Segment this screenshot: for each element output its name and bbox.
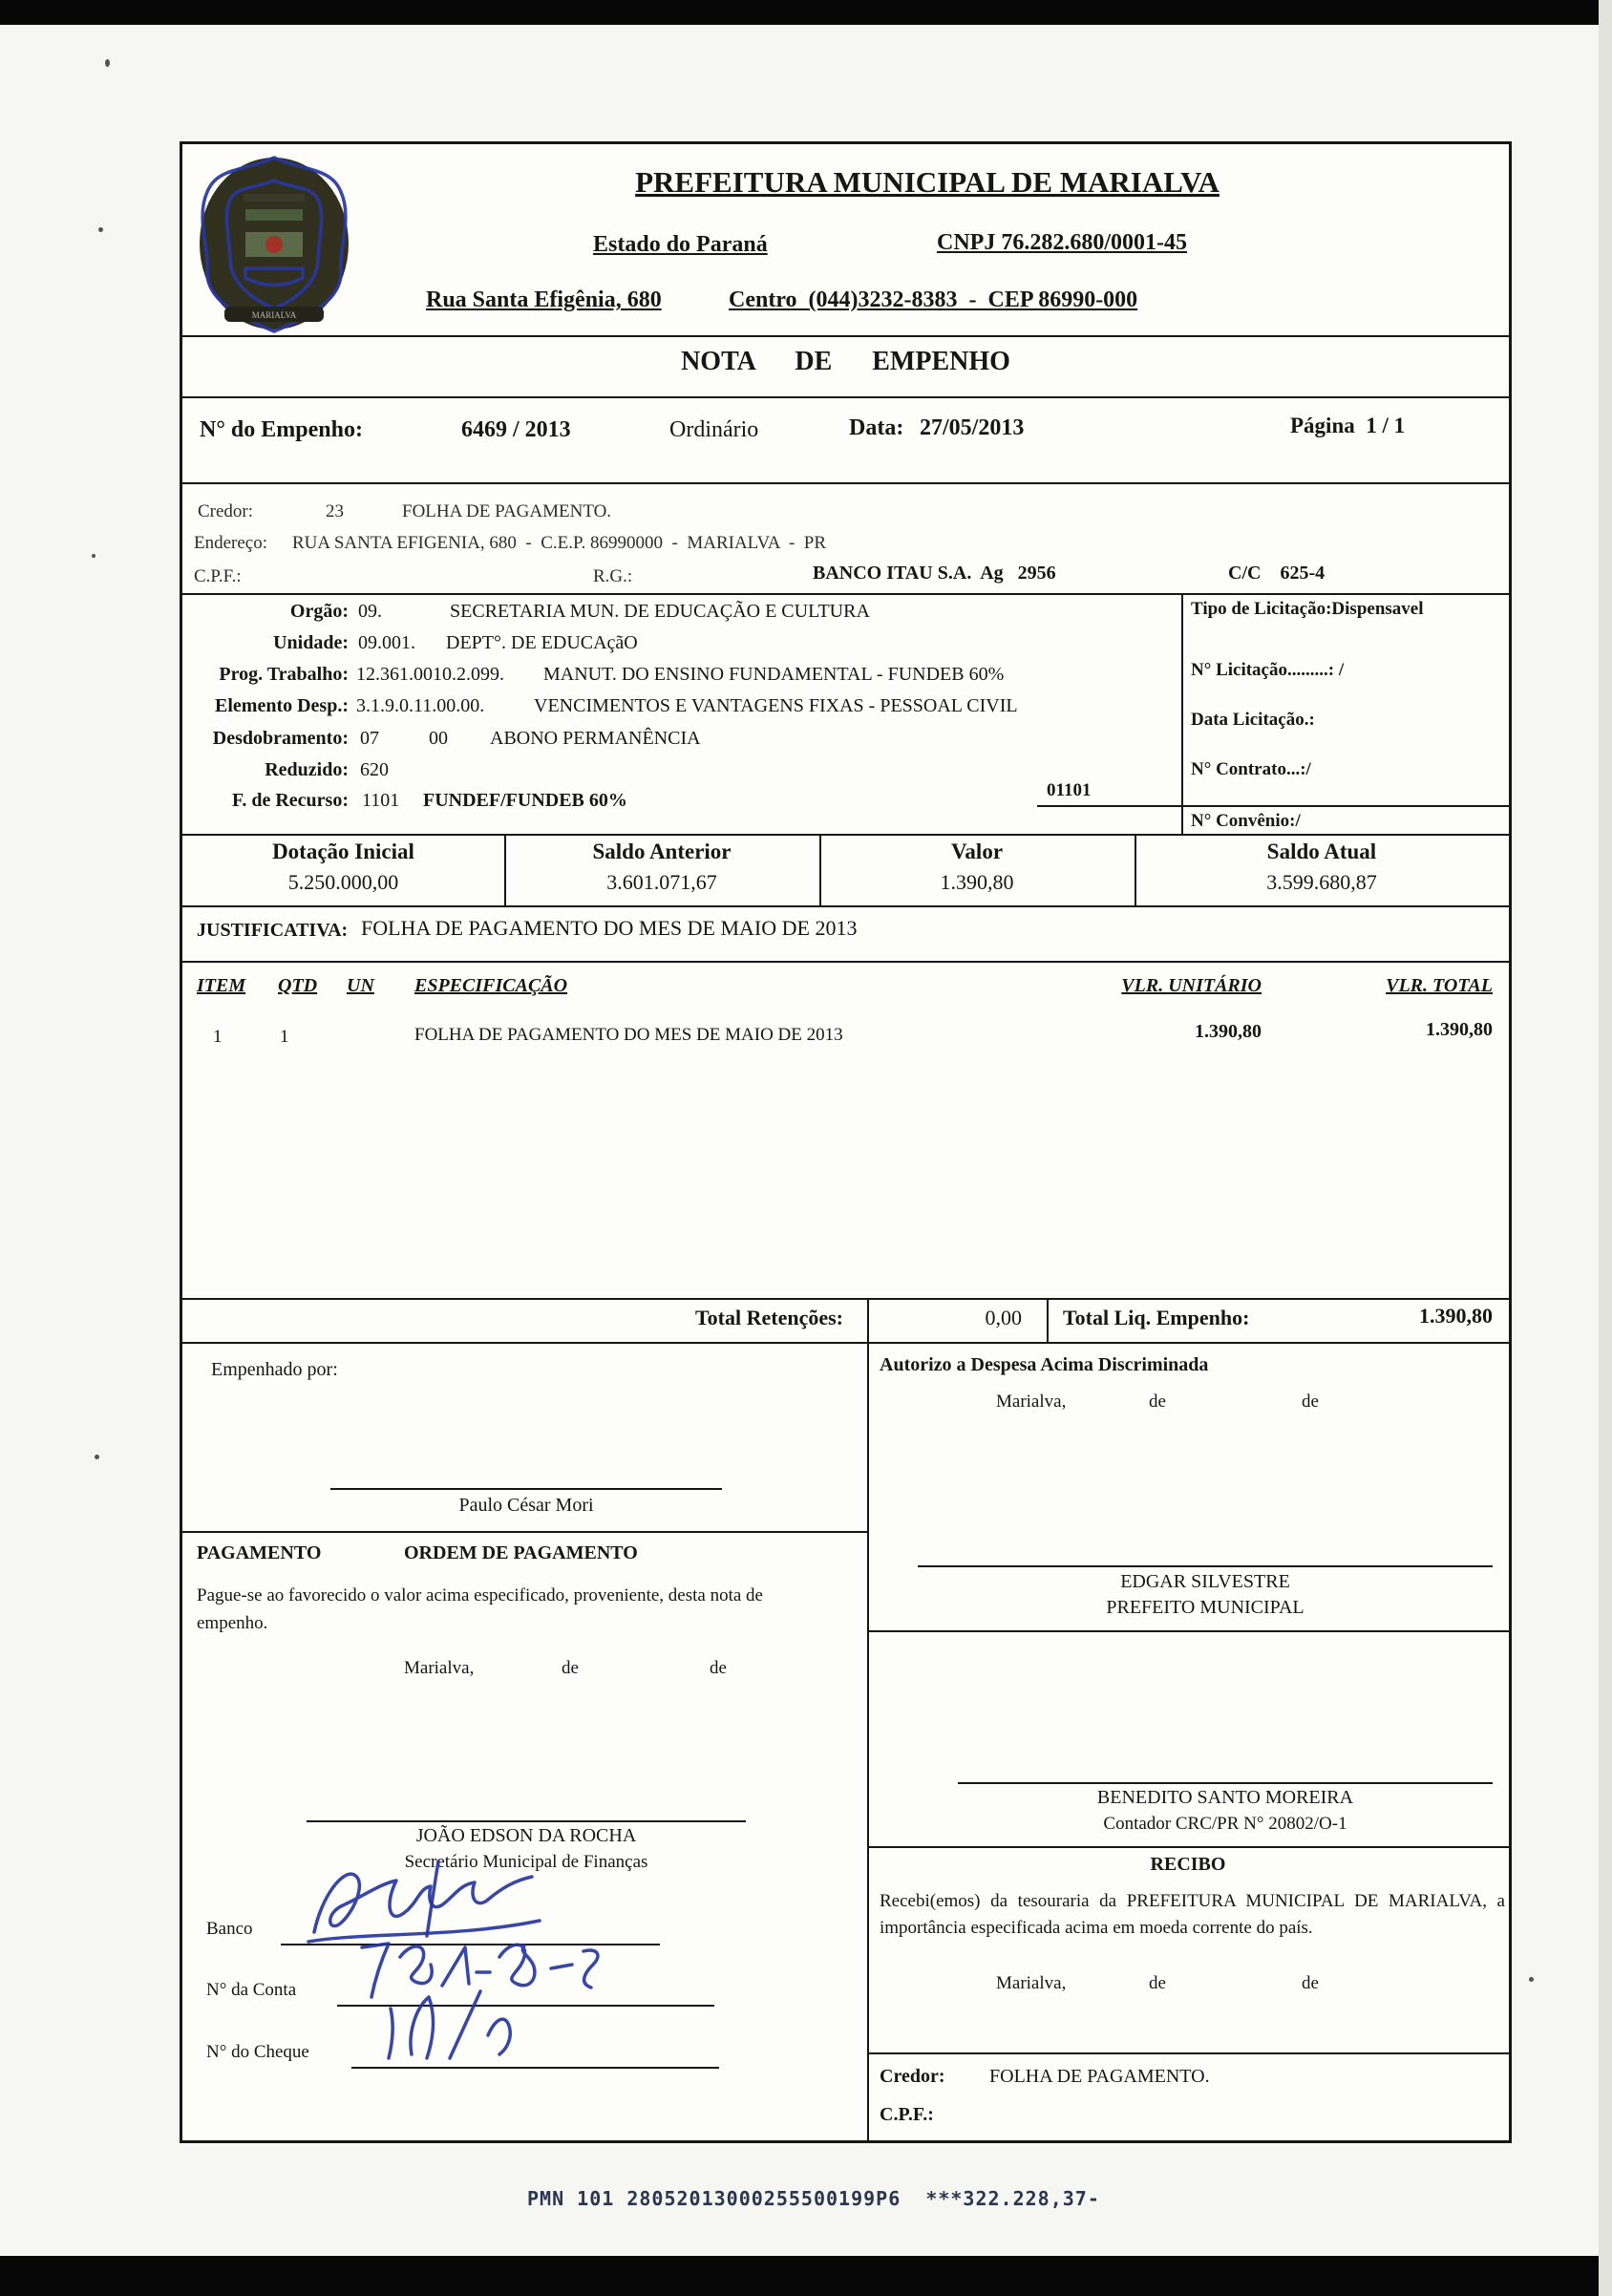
item-row-item: 1 <box>213 1027 223 1047</box>
elemento-desp-codigo: 3.1.9.0.11.00.00. <box>356 695 485 716</box>
items-header-especificacao: ESPECIFICAÇÃO <box>414 975 568 996</box>
divider-licitacao <box>1181 595 1183 834</box>
header-endereco: Rua Santa Efigênia, 680 <box>426 287 662 312</box>
recibo-title: RECIBO <box>1150 1854 1226 1875</box>
licitacao-tipo: Tipo de Licitação:Dispensavel <box>1191 599 1424 619</box>
empenho-numero-label: N° do Empenho: <box>200 417 363 442</box>
total-retencoes-label: Total Retenções: <box>695 1306 843 1329</box>
empenho-tipo: Ordinário <box>669 417 759 442</box>
de-dir-3: de <box>1149 1973 1166 1993</box>
recibo-cpf-label: C.P.F.: <box>880 2104 934 2125</box>
credor-codigo: 23 <box>326 501 344 521</box>
desdobramento-desc: ABONO PERMANÊNCIA <box>490 728 701 749</box>
reduzido-codigo: 620 <box>360 759 389 780</box>
licitacao-numero: N° Licitação.........: / <box>1191 660 1345 680</box>
credor-cc: C/C 625-4 <box>1228 563 1326 584</box>
credor-endereco: RUA SANTA EFIGENIA, 680 - C.E.P. 86990000 - MARIALVA - PR <box>292 533 827 553</box>
scan-artifact-bottom-bar <box>0 2256 1612 2296</box>
divider <box>182 905 1509 907</box>
recibo-credor-nome: FOLHA DE PAGAMENTO. <box>989 2066 1210 2087</box>
divider <box>867 2052 1509 2054</box>
scan-artifact-top-bar <box>0 0 1612 25</box>
orgao-codigo: 09. <box>358 601 382 622</box>
item-row-vlr-unitario: 1.390,80 <box>1195 1021 1262 1042</box>
saldo-anterior-header: Saldo Anterior <box>592 840 732 863</box>
licitacao-data: Data Licitação.: <box>1191 710 1315 730</box>
signature-line-secretario <box>307 1820 746 1822</box>
dotacao-inicial-header: Dotação Inicial <box>272 840 414 863</box>
desdobramento-label: Desdobramento: <box>212 728 349 749</box>
prefeito-cargo: PREFEITO MUNICIPAL <box>1106 1597 1304 1618</box>
divider <box>867 1846 1509 1848</box>
credor-cpf-label: C.P.F.: <box>194 566 242 586</box>
divider <box>182 335 1509 337</box>
scan-speck <box>98 227 103 232</box>
scan-speck <box>1529 1977 1534 1982</box>
header-estado: Estado do Paraná <box>593 232 768 257</box>
divider-columns <box>867 1342 869 2140</box>
numero-conta-label: N° da Conta <box>206 1980 297 2000</box>
desdobramento-codigo: 07 <box>360 728 379 749</box>
contrato-numero: N° Contrato...:/ <box>1191 759 1311 779</box>
de-dir-4: de <box>1302 1973 1319 1993</box>
de-dir-2: de <box>1302 1392 1319 1412</box>
fonte-recurso-desc: FUNDEF/FUNDEB 60% <box>423 790 627 811</box>
header-endereco2: Centro (044)3232-8383 - CEP 86990-000 <box>729 287 1138 312</box>
credor-rg-label: R.G.: <box>593 566 633 586</box>
empenhado-por-nome: Paulo César Mori <box>458 1495 594 1516</box>
secretario-nome: JOÃO EDSON DA ROCHA <box>415 1825 637 1846</box>
total-liq-label: Total Liq. Empenho: <box>1063 1306 1250 1329</box>
divider <box>182 1531 867 1533</box>
valor-value: 1.390,80 <box>940 870 1014 894</box>
header-cnpj: CNPJ 76.282.680/0001-45 <box>937 230 1187 255</box>
de-dir-1: de <box>1149 1392 1166 1412</box>
total-retencoes-value: 0,00 <box>985 1306 1022 1329</box>
orgao-desc: SECRETARIA MUN. DE EDUCAÇÃO E CULTURA <box>450 601 870 622</box>
empenho-data: 27/05/2013 <box>920 415 1025 440</box>
items-header-vlr-unitario: VLR. UNITÁRIO <box>1121 975 1262 996</box>
valor-header: Valor <box>950 840 1004 863</box>
unidade-label: Unidade: <box>273 632 349 653</box>
prog-trabalho-codigo: 12.361.0010.2.099. <box>356 664 504 685</box>
empenho-data-label: Data: <box>849 415 904 440</box>
fonte-recurso-codigo: 1101 <box>362 790 400 811</box>
credor-nome: FOLHA DE PAGAMENTO. <box>402 501 612 521</box>
handwritten-cheque-number <box>366 1980 528 2068</box>
header-title: PREFEITURA MUNICIPAL DE MARIALVA <box>635 165 1220 199</box>
total-liq-value: 1.390,80 <box>1419 1304 1493 1328</box>
elemento-desp-label: Elemento Desp.: <box>215 695 349 716</box>
autorizo-texto: Autorizo a Despesa Acima Discriminada <box>880 1354 1209 1375</box>
item-row-vlr-total: 1.390,80 <box>1426 1019 1493 1040</box>
empenho-numero: 6469 / 2013 <box>461 417 571 442</box>
divider <box>182 1298 1509 1300</box>
items-header-vlr-total: VLR. TOTAL <box>1386 975 1493 996</box>
cidade-data-dir-1: Marialva, <box>996 1392 1067 1412</box>
scan-speck <box>95 1455 99 1459</box>
signature-line-contador <box>958 1782 1493 1784</box>
justificativa-texto: FOLHA DE PAGAMENTO DO MES DE MAIO DE 2013 <box>361 916 858 940</box>
empenho-pagina: Página 1 / 1 <box>1290 414 1406 437</box>
divider <box>182 834 1509 836</box>
justificativa-label: JUSTIFICATIVA: <box>197 920 349 941</box>
credor-banco: BANCO ITAU S.A. Ag 2956 <box>813 563 1056 584</box>
de-esq-1: de <box>562 1658 579 1678</box>
recibo-texto: Recebi(emos) da tesouraria da PREFEITURA MUNICIPAL DE MARIALVA, a importância especificada acima em moeda corrente do país. <box>880 1891 1505 1938</box>
prog-trabalho-desc: MANUT. DO ENSINO FUNDAMENTAL - FUNDEB 60% <box>543 664 1005 685</box>
numero-cheque-label: N° do Cheque <box>206 2042 309 2062</box>
dotacao-inicial-value: 5.250.000,00 <box>287 870 399 894</box>
secretario-cargo: Secretário Municipal de Finanças <box>404 1852 648 1872</box>
divider <box>182 482 1509 484</box>
divider <box>867 1630 1509 1632</box>
reduzido-label: Reduzido: <box>265 759 349 780</box>
divider <box>182 961 1509 963</box>
signature-line-empenhado <box>330 1488 722 1490</box>
divider <box>182 593 1509 595</box>
banco-label: Banco <box>206 1919 253 1939</box>
cidade-data-dir-2: Marialva, <box>996 1973 1067 1993</box>
recibo-credor-label: Credor: <box>880 2066 945 2087</box>
fonte-recurso-label: F. de Recurso: <box>231 790 349 811</box>
contador-cargo: Contador CRC/PR N° 20802/O-1 <box>1103 1814 1347 1834</box>
saldo-atual-header: Saldo Atual <box>1266 840 1377 863</box>
municipal-coat-of-arms-logo <box>196 152 353 335</box>
contador-nome: BENEDITO SANTO MOREIRA <box>1096 1787 1354 1808</box>
credor-label: Credor: <box>198 501 254 521</box>
document-frame <box>180 141 1512 2143</box>
items-header-un: UN <box>347 975 374 996</box>
empenhado-por-label: Empenhado por: <box>211 1359 338 1380</box>
scan-speck <box>92 554 95 558</box>
desdobramento-codigo2: 00 <box>429 728 448 749</box>
doc-title: NOTA DE EMPENHO <box>681 347 1010 376</box>
scan-edge-shade <box>1599 0 1612 2296</box>
item-row-qtd: 1 <box>280 1027 289 1047</box>
divider <box>1037 805 1509 807</box>
divider <box>182 396 1509 398</box>
signature-line-prefeito <box>918 1565 1493 1567</box>
unidade-desc: DEPT°. DE EDUCAçãO <box>446 632 638 653</box>
ordem-pagamento-label: ORDEM DE PAGAMENTO <box>404 1542 638 1563</box>
unidade-codigo: 09.001. <box>358 632 415 653</box>
items-header-qtd: QTD <box>278 975 318 996</box>
svg-text:MARIALVA: MARIALVA <box>251 310 297 320</box>
prog-trabalho-label: Prog. Trabalho: <box>219 664 349 685</box>
scan-speck <box>105 59 110 67</box>
divider <box>182 1342 1509 1344</box>
orgao-label: Orgão: <box>289 601 349 622</box>
items-header-item: ITEM <box>197 975 246 996</box>
saldo-atual-value: 3.599.680,87 <box>1266 870 1377 894</box>
fonte-recurso-cod2: 01101 <box>1047 780 1092 800</box>
convenio-numero: N° Convênio:/ <box>1191 811 1301 831</box>
cidade-data-esq: Marialva, <box>404 1658 475 1678</box>
divider <box>1047 1298 1049 1342</box>
de-esq-2: de <box>710 1658 727 1678</box>
dot-matrix-validation-line: PMN 101 28052013000255500199P6 ***322.228,37- <box>527 2187 1100 2210</box>
prefeito-nome: EDGAR SILVESTRE <box>1120 1571 1290 1592</box>
saldo-anterior-value: 3.601.071,67 <box>606 870 717 894</box>
pagamento-label: PAGAMENTO <box>197 1542 322 1563</box>
credor-endereco-label: Endereço: <box>194 533 268 553</box>
pague-se-texto: Pague-se ao favorecido o valor acima especificado, proveniente, desta nota de empenho. <box>197 1585 763 1633</box>
item-row-especificacao: FOLHA DE PAGAMENTO DO MES DE MAIO DE 2013 <box>414 1025 843 1045</box>
elemento-desp-desc: VENCIMENTOS E VANTAGENS FIXAS - PESSOAL CIVIL <box>534 695 1018 716</box>
